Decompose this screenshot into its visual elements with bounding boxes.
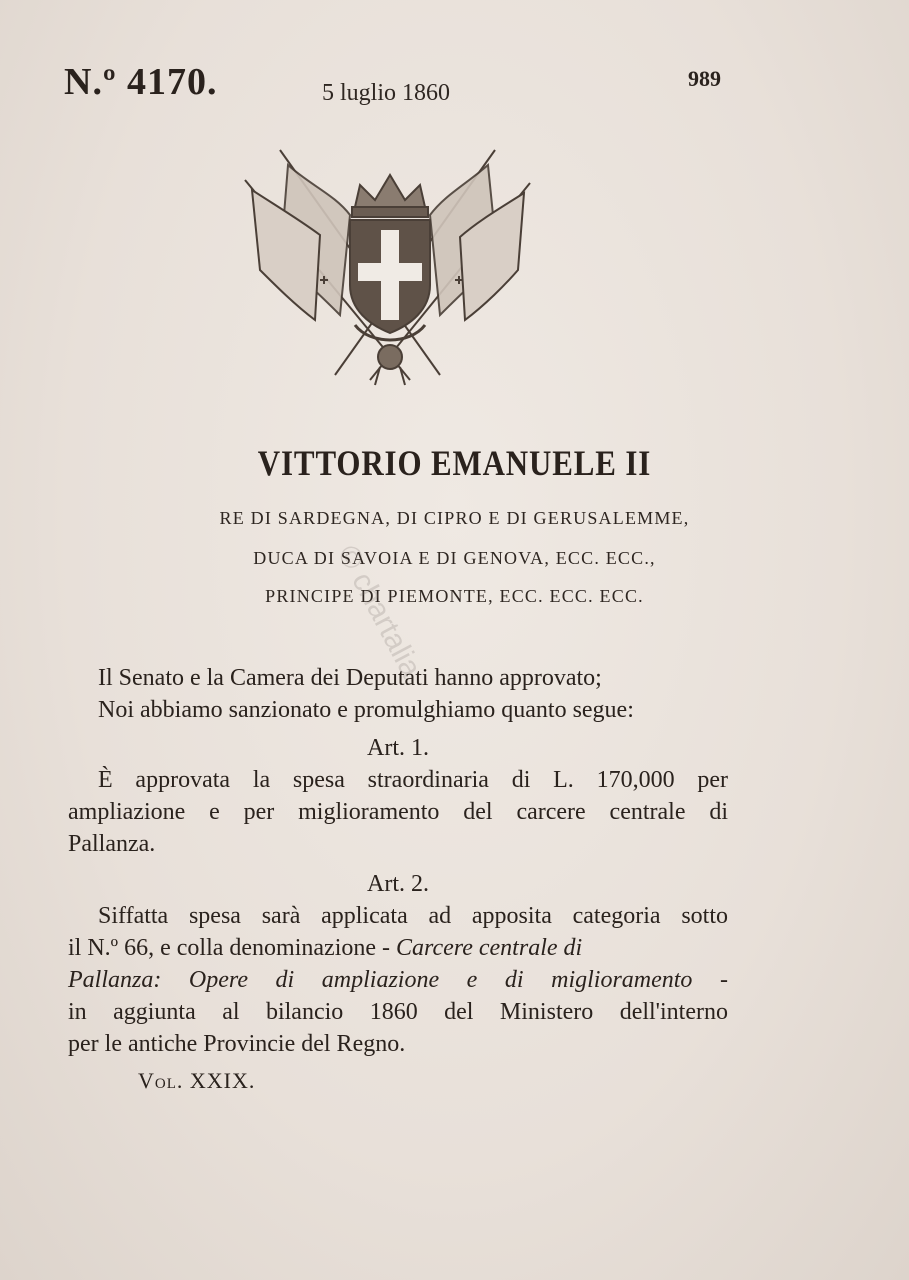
decree-number: N.º 4170.	[64, 61, 218, 103]
article-line: Pallanza.	[68, 831, 156, 857]
sovereign-title-line: RE DI SARDEGNA, DI CIPRO E DI GERUSALEMME,	[219, 508, 690, 528]
savoy-coat-of-arms-icon	[240, 145, 540, 395]
article-line: per le antiche Provincie del Regno.	[68, 1031, 406, 1057]
watermark: © chartalia	[330, 540, 428, 683]
article-line	[68, 932, 728, 964]
article-line-text: il N.º 66, e colla denominazione -	[68, 935, 397, 961]
article-2	[68, 868, 728, 1060]
page-number: 989	[688, 66, 721, 91]
sovereign-title-line: DUCA DI SAVOIA E DI GENOVA, ECC. ECC.,	[253, 548, 656, 568]
article-italic-text: Carcere centrale di	[396, 935, 583, 961]
article-line: Pallanza: Opere di ampliazione e di miglioramento -	[68, 967, 728, 993]
article-line: in aggiunta al bilancio 1860 del Ministero dell'interno	[68, 999, 728, 1025]
article-line: Siffatta spesa sarà applicata ad apposita categoria sotto	[98, 903, 728, 929]
article-1	[68, 732, 728, 860]
preamble-line: Noi abbiamo sanzionato e promulghiamo quanto segue:	[98, 697, 634, 723]
article-line: ampliazione e per miglioramento del carcere centrale di	[68, 799, 728, 825]
volume-label: Vol. XXIX.	[138, 1068, 256, 1093]
preamble-line: Il Senato e la Camera dei Deputati hanno approvato;	[98, 665, 602, 691]
article-heading: Art. 2.	[367, 871, 429, 897]
preamble	[68, 662, 728, 726]
article-line: È approvata la spesa straordinaria di L. 170,000 per	[98, 767, 728, 793]
sovereign-name: VITTORIO EMANUELE II	[257, 443, 652, 483]
decree-date: 5 luglio 1860	[322, 80, 451, 106]
article-heading: Art. 1.	[367, 735, 429, 761]
sovereign-title-line: PRINCIPE DI PIEMONTE, ECC. ECC. ECC.	[265, 586, 644, 606]
